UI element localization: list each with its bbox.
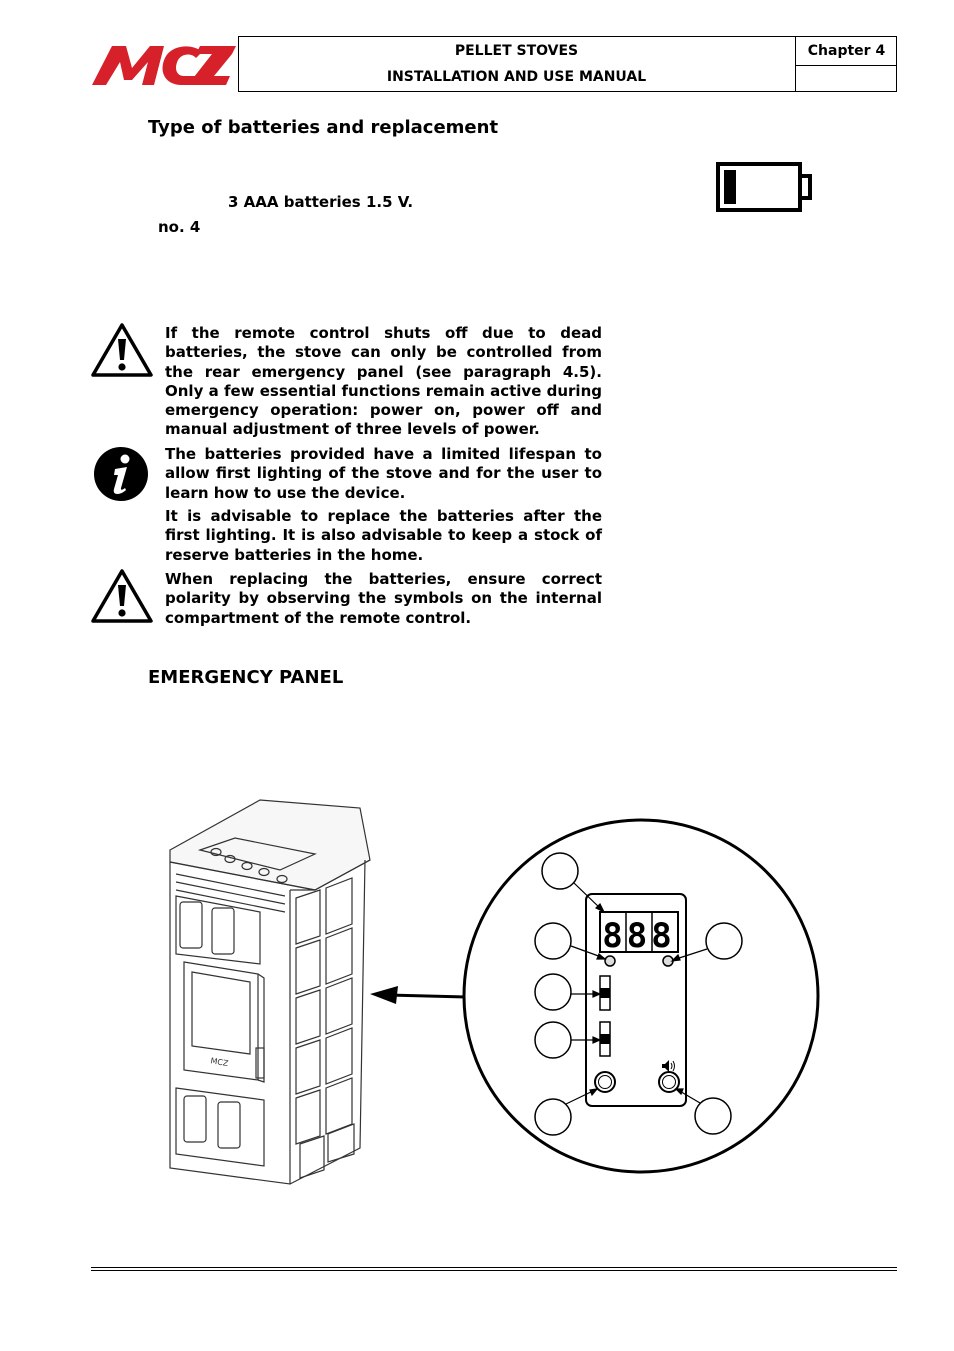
callout-4 <box>535 974 571 1010</box>
footer-rule <box>91 1267 897 1268</box>
callout-1 <box>542 853 578 889</box>
chapter-label: Chapter 4 <box>796 36 897 66</box>
mcz-logo <box>90 42 238 88</box>
logo-text: MCZ <box>90 42 93 43</box>
footer-rule-secondary <box>91 1270 897 1271</box>
stove-logo: MCZ <box>209 1056 229 1069</box>
callout-6 <box>535 1099 571 1135</box>
warning-icon <box>90 322 154 378</box>
note-battery-lifespan: The batteries provided have a limited lifespan to allow first lighting of the stove and for the user to learn how to use the device. <box>165 445 602 502</box>
batteries-heading: Type of batteries and replacement <box>148 117 499 138</box>
header-title-line2: INSTALLATION AND USE MANUAL <box>386 69 647 85</box>
warning-icon <box>90 568 154 624</box>
emergency-heading: EMERGENCY PANEL <box>148 667 344 688</box>
header-title <box>238 36 796 92</box>
display-digits: 888 <box>602 916 676 956</box>
callout-2 <box>535 923 571 959</box>
callout-5 <box>535 1022 571 1058</box>
info-icon <box>93 446 149 502</box>
low-battery-icon <box>716 162 812 214</box>
note-replace-advice: It is advisable to replace the batteries after the first lighting. It is also advisable to keep a stock of reserve batteries in the home. <box>165 507 602 564</box>
callout-7 <box>695 1098 731 1134</box>
battery-ref: no. 4 <box>158 218 201 236</box>
note-dead-batteries: If the remote control shuts off due to dead batteries, the stove can only be controlled from the rear emergency panel (see paragraph 4.5). Only a few essential functions remain active during emergency operation: power on, power off and manual adjustment of three levels of power. <box>165 324 602 439</box>
note-polarity: When replacing the batteries, ensure correct polarity by observing the symbols on the internal compartment of the remote control. <box>165 570 602 627</box>
emergency-panel-detail <box>462 818 822 1178</box>
pointer-arrow <box>368 984 468 1006</box>
header-title-line1: PELLET STOVES <box>454 43 579 59</box>
stove-drawing <box>160 798 380 1190</box>
led-left <box>605 956 615 966</box>
battery-spec: 3 AAA batteries 1.5 V. <box>228 193 414 211</box>
callout-3 <box>706 923 742 959</box>
